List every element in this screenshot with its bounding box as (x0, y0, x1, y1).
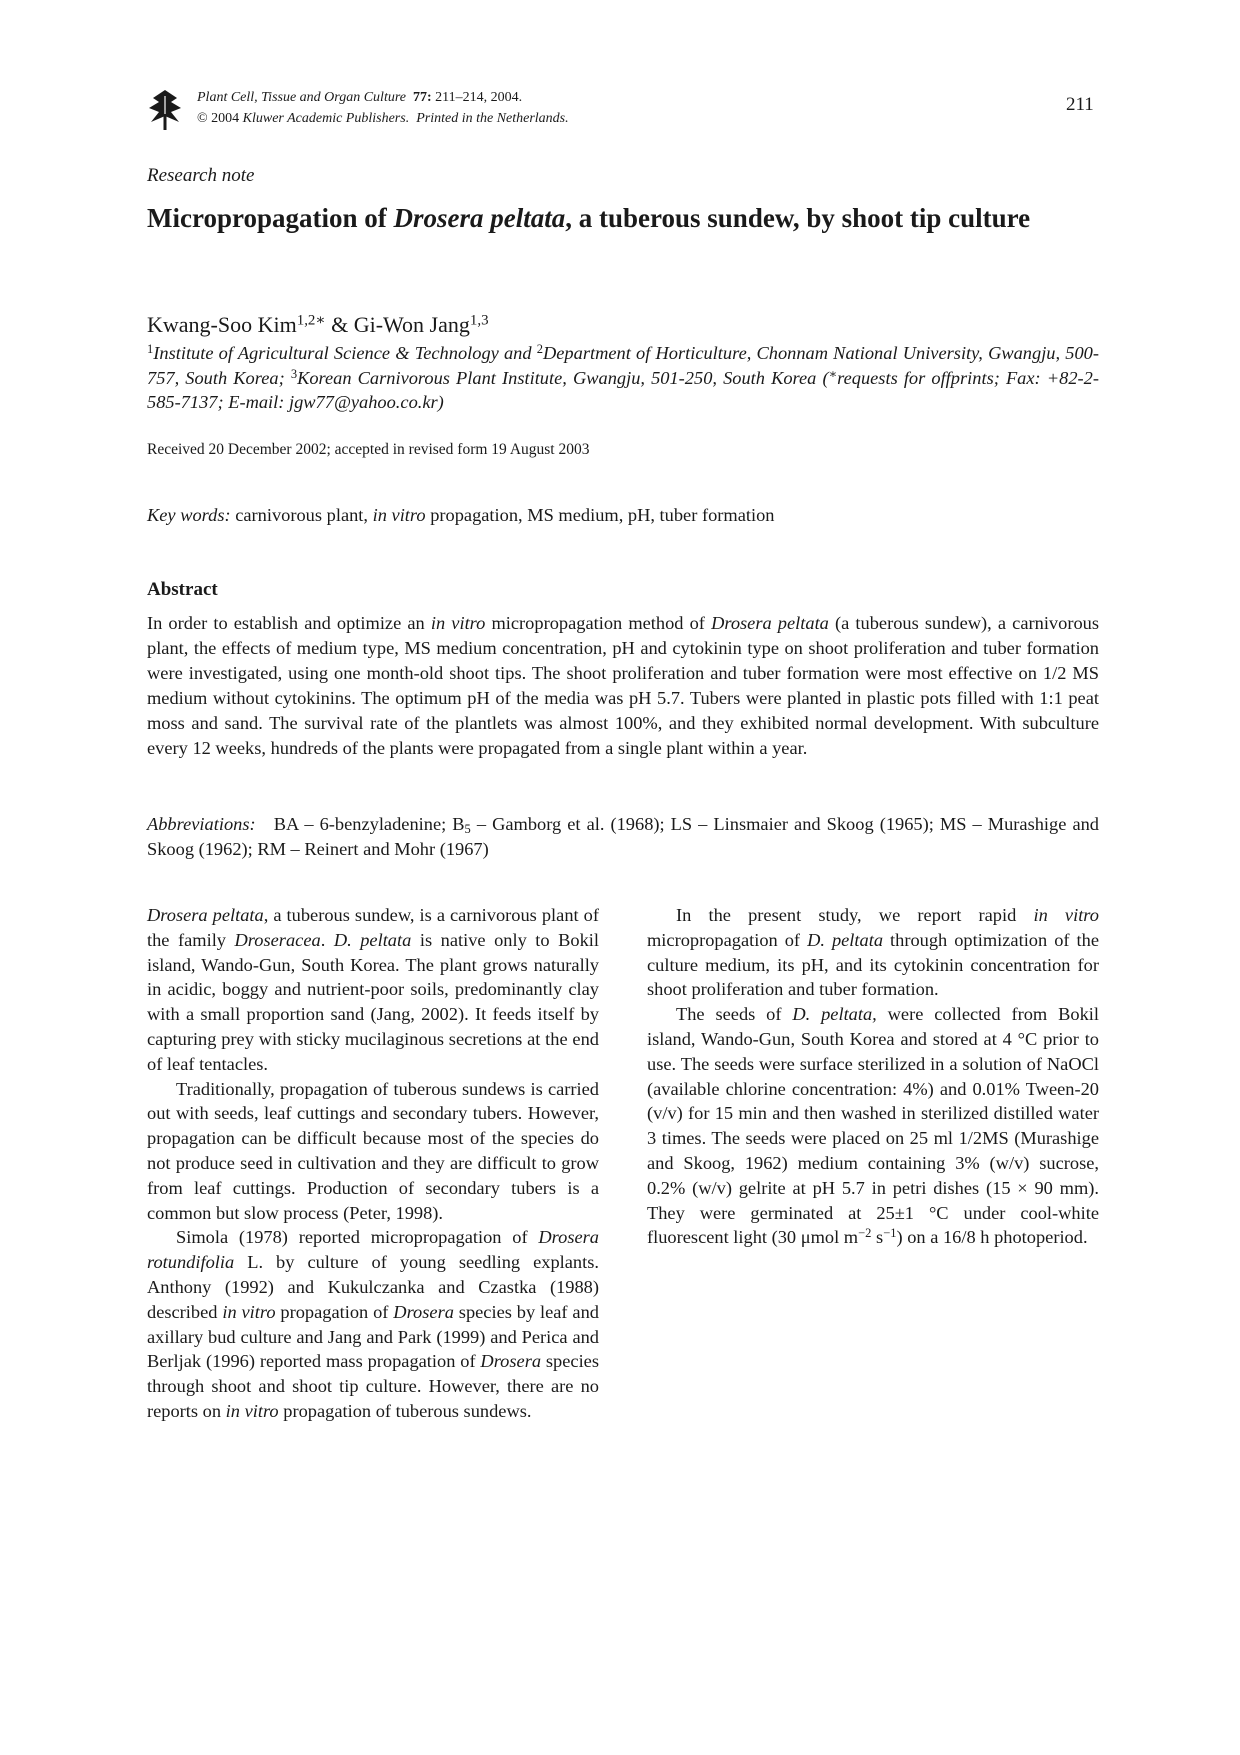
abstract-text (147, 611, 1099, 761)
received-dates: Received 20 December 2002; accepted in revised form 19 August 2003 (147, 441, 590, 458)
p5-c: were collected from Bokil island, Wando-Gun, South Korea and stored at 4 °C prior to use. The seeds were surface sterilized in a solution of NaOCl (available chlorine concentration: 4%) and 0.01% Tween-20 (v/v) for 15 min and then washed in sterilized distilled water 3 times. The seeds were placed on 25 ml 1/2MS (Murashige and Skoog, 1962) medium containing 3% (w/v) sucrose, 0.2% (w/v) gelrite at pH 5.7 in petri dishes (15 × 90 mm). They were germinated at 25±1 °C under cool-white fluorescent light (30 μmol m (647, 1004, 1099, 1248)
paragraph-2: Traditionally, propagation of tuberous sundews is carried out with seeds, leaf cuttings and secondary tubers. However, propagation can be difficult because most of the species do not produce seed in cultivation and they are difficult to grow from leaf cuttings. Production of secondary tubers is a common but slow process (Peter, 1998). (147, 1078, 599, 1223)
affil-marker-3: 3 (290, 366, 298, 381)
p1-c: Droseracea (234, 929, 321, 950)
affil-3: Korean Carnivorous Plant Institute, Gwangju, 501-250, South Korea ( (297, 367, 829, 388)
p1-d: . (320, 929, 326, 950)
body-column-right (647, 903, 1099, 1250)
paragraph-1 (147, 903, 599, 1077)
keywords (147, 505, 774, 526)
p5-d: s (876, 1227, 884, 1248)
copyright: © 2004 (197, 111, 240, 126)
p5-sup-1: −2 (858, 1226, 872, 1241)
abstract-e: (a tuberous sundew), a carnivorous plant, the effects of medium type, MS medium concentration, pH and cytokinin type on shoot proliferation and tuber formation were investigated, using one month-old shoot tips. The shoot proliferation and tuber formation were most effective on 1/2 MS medium without cytokinins. The optimum pH of the media was pH 5.7. Tubers were planted in plastic pots filled with 1:1 peat moss and sand. The survival rate of the plantlets was almost 100%, and they exhibited normal development. With subculture every 12 weeks, hundreds of the plants were propagated from a single plant within a year. (147, 613, 1099, 758)
section-label: Research note (147, 165, 255, 186)
keywords-a: carnivorous plant, (235, 505, 369, 525)
title-part-2: , a tuberous sundew, by shoot tip culture (565, 203, 1031, 233)
p3-i: species through shoot and shoot tip culture. However, there are no reports on (147, 1351, 599, 1421)
title-part-1: Micropropagation of (147, 203, 387, 233)
author-2: Gi-Won Jang (353, 312, 470, 337)
p4-c: micropropagation of (647, 929, 801, 950)
author-2-affiliations: 1,3 (469, 312, 489, 329)
keywords-b: in vitro (372, 505, 426, 525)
author-1: Kwang-Soo Kim (147, 312, 297, 337)
p5-b: D. peltata, (792, 1004, 877, 1025)
abstract-a: In order to establish and optimize an (147, 613, 425, 633)
publisher: Kluwer Academic Publishers. (242, 111, 410, 126)
journal-line-2 (197, 108, 569, 129)
affil-marker-1: 1 (147, 341, 154, 356)
p5-e: ) on a 16/8 h photoperiod. (896, 1227, 1088, 1248)
paragraph-3 (147, 1225, 599, 1423)
affil-star: ∗ (828, 366, 838, 381)
p1-a: Drosera peltata (147, 905, 264, 925)
p3-d: in vitro (222, 1301, 276, 1322)
p4-d: D. peltata (807, 929, 884, 950)
affil-2: Department of Horticulture, Chonnam National University, Gwangju, 500-757, South Korea; (147, 343, 1099, 388)
paragraph-4 (647, 903, 1099, 1002)
abstract-d: Drosera peltata (711, 613, 829, 633)
affiliations (147, 341, 1099, 415)
p3-j: in vitro (225, 1400, 279, 1421)
journal-pages-year: 211–214, 2004. (435, 90, 523, 105)
author-1-affiliations: 1,2∗ (296, 312, 326, 329)
keywords-label: Key words: (147, 505, 231, 525)
publisher-logo-icon (147, 88, 183, 132)
p5-a: The seeds of (676, 1004, 782, 1025)
paragraph-5 (647, 1002, 1099, 1250)
p3-e: propagation of (280, 1301, 389, 1322)
p5-sup-2: −1 (883, 1226, 897, 1241)
affil-contact: requests for offprints; Fax: +82-2-585-7137; E-mail: jgw77@yahoo.co.kr) (147, 367, 1100, 412)
affil-marker-2: 2 (536, 341, 543, 356)
abbreviations-b: – Gamborg et al. (1968); LS – Linsmaier and Skoog (1965); MS – Murashige and Skoog (1962); RM – Reinert and Mohr (1967) (147, 814, 1099, 859)
journal-line-1 (197, 87, 569, 108)
abstract-c: micropropagation method of (491, 613, 705, 633)
printed-location: Printed in the Netherlands. (416, 111, 569, 126)
p3-h: Drosera (480, 1351, 542, 1372)
p1-b: , a tuberous sundew, is a carnivorous plant of the family (147, 905, 599, 950)
journal-name: Plant Cell, Tissue and Organ Culture (197, 90, 406, 105)
p3-g: species by leaf and axillary bud culture and Jang and Park (1999) and Perica and Berljak (1996) reported mass propagation of (147, 1301, 599, 1372)
page-number: 211 (1066, 94, 1094, 115)
author-separator: & (331, 312, 349, 337)
p1-e: D. peltata (333, 929, 412, 950)
keywords-c: propagation, MS medium, pH, tuber formation (430, 505, 775, 525)
author-line (147, 312, 489, 338)
p1-f: is native only to Bokil island, Wando-Gun, South Korea. The plant grows naturally in acidic, boggy and nutrient-poor soils, predominantly clay with a small proportion sand (Jang, 2002). It feeds itself by capturing prey with sticky mucilaginous secretions at the end of leaf tentacles. (147, 929, 599, 1074)
abbreviations-sub: 5 (464, 822, 471, 837)
abstract-heading: Abstract (147, 579, 218, 600)
body-column-left (147, 903, 599, 1424)
article-title (147, 201, 1107, 235)
journal-volume: 77: (412, 90, 432, 105)
p3-c: L. by culture of young seedling explants. Anthony (1992) and Kukulczanka and Czastka (1988) described (147, 1252, 599, 1322)
abbreviations-a: BA – 6-benzyladenine; B (273, 814, 465, 834)
title-species: Drosera peltata (393, 203, 566, 233)
abbreviations-label: Abbreviations: (147, 814, 256, 834)
affil-1: Institute of Agricultural Science & Technology and (153, 343, 532, 363)
p4-a: In the present study, we report rapid (676, 905, 1017, 925)
abstract-b: in vitro (430, 613, 486, 633)
p4-b: in vitro (1033, 905, 1099, 925)
p3-a: Simola (1978) reported micropropagation of (176, 1227, 528, 1248)
p3-b: Drosera rotundifolia (147, 1227, 599, 1273)
p3-f: Drosera (393, 1301, 454, 1322)
p4-e: through optimization of the culture medium, its pH, and its cytokinin concentration for shoot proliferation and tuber formation. (647, 929, 1099, 1000)
journal-citation (197, 87, 569, 129)
abbreviations (147, 812, 1099, 862)
p3-k: propagation of tuberous sundews. (283, 1400, 532, 1421)
